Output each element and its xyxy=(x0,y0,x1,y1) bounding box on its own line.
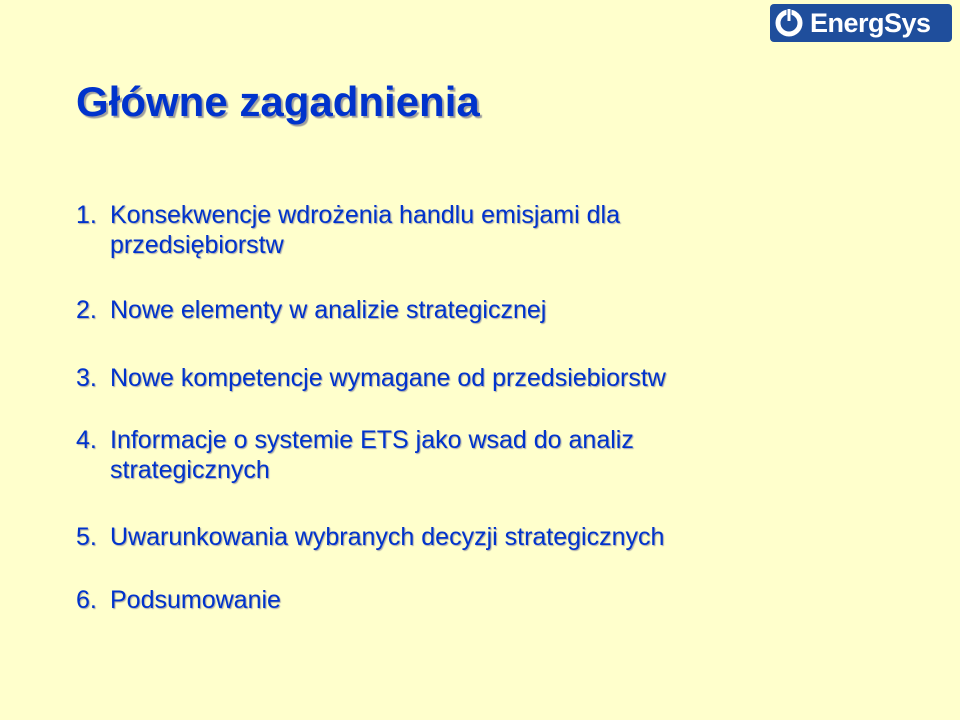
topic-item-5 xyxy=(76,522,664,552)
topic-text-line: Nowe elementy w analizie strategicznej xyxy=(110,296,547,324)
topic-text-line: Informacje o systemie ETS jako wsad do analiz xyxy=(110,426,634,454)
energsys-logo-icon xyxy=(770,4,808,42)
topic-item-3 xyxy=(76,363,666,393)
topic-number: 6. xyxy=(76,586,97,614)
topic-text-line: Konsekwencje wdrożenia handlu emisjami dla xyxy=(110,201,620,229)
topic-item-1 xyxy=(76,200,620,260)
energsys-logo xyxy=(770,4,952,42)
topic-number: 2. xyxy=(76,296,97,324)
topic-text-line: przedsiębiorstw xyxy=(110,231,284,259)
topic-text-line: Podsumowanie xyxy=(110,586,281,614)
topic-number: 5. xyxy=(76,523,97,551)
topic-item-6 xyxy=(76,585,281,615)
topic-number: 3. xyxy=(76,364,97,392)
topic-text-line: Uwarunkowania wybranych decyzji strategicznych xyxy=(110,523,665,551)
topic-number: 4. xyxy=(76,426,97,454)
energsys-logo-text: EnergSys xyxy=(808,4,952,42)
topic-text-line: strategicznych xyxy=(110,456,270,484)
topic-number: 1. xyxy=(76,201,97,229)
topic-text-line: Nowe kompetencje wymagane od przedsiebiorstw xyxy=(110,364,666,392)
topic-item-4 xyxy=(76,425,634,485)
slide-title: Główne zagadnienia xyxy=(76,78,480,125)
topic-item-2 xyxy=(76,295,546,325)
